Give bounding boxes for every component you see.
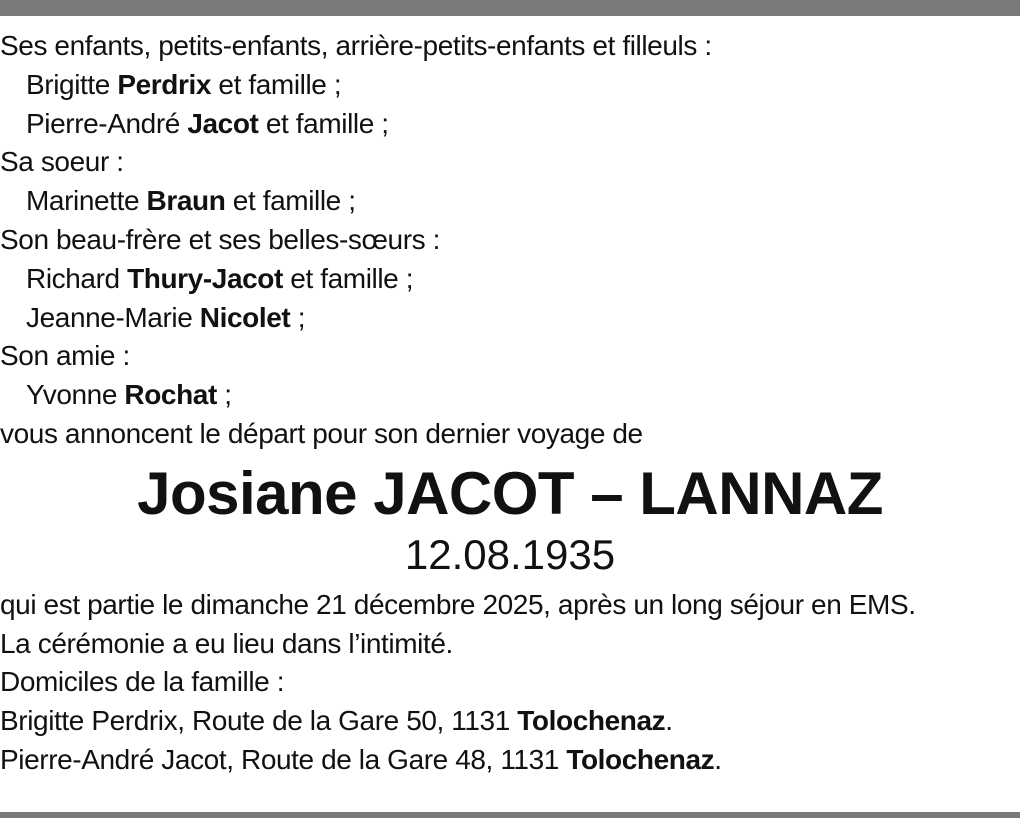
top-rule (0, 0, 1020, 16)
address-text: Brigitte Perdrix, Route de la Gare 50, 1131 (0, 705, 518, 737)
member-suffix: et famille ; (211, 68, 342, 100)
family-member (0, 66, 1020, 105)
family-member (0, 376, 1020, 415)
family-member (0, 182, 1020, 221)
address-line (0, 702, 1020, 741)
address-end: . (665, 705, 673, 737)
in-laws-heading: Son beau-frère et ses belles-sœurs : (0, 223, 441, 255)
member-first-name: Richard (26, 262, 128, 294)
address-town: Tolochenaz (517, 705, 666, 737)
member-suffix: ; (290, 301, 306, 333)
member-last-name: Thury-Jacot (127, 262, 283, 294)
friend-heading: Son amie : (0, 340, 130, 372)
member-first-name: Pierre-André (26, 107, 188, 139)
member-last-name: Nicolet (199, 301, 291, 333)
announcement-text: vous annoncent le départ pour son dernier voyage de (0, 417, 643, 449)
family-member (0, 299, 1020, 338)
member-first-name: Marinette (26, 185, 147, 217)
member-first-name: Yvonne (26, 379, 125, 411)
member-first-name: Brigitte (26, 68, 118, 100)
address-end: . (714, 743, 722, 775)
member-suffix: et famille ; (225, 185, 356, 217)
deceased-block (0, 458, 1020, 580)
member-suffix: et famille ; (258, 107, 389, 139)
obituary-notice (0, 27, 1020, 780)
member-last-name: Jacot (187, 107, 259, 139)
family-heading: Ses enfants, petits-enfants, arrière-petits-enfants et filleuls : (0, 30, 712, 61)
member-suffix: ; (216, 379, 232, 411)
member-first-name: Jeanne-Marie (26, 301, 200, 333)
family-member (0, 260, 1020, 299)
family-member (0, 105, 1020, 144)
passing-text: qui est partie le dimanche 21 décembre 2025, après un long séjour en EMS. (0, 588, 916, 620)
domiciles-heading: Domiciles de la famille : (0, 666, 285, 698)
address-text: Pierre-André Jacot, Route de la Gare 48, 1131 (0, 743, 567, 775)
birth-date: 12.08.1935 (404, 530, 616, 578)
bottom-rule (0, 812, 1020, 818)
member-last-name: Braun (146, 185, 226, 217)
ceremony-text: La cérémonie a eu lieu dans l’intimité. (0, 627, 453, 659)
address-line (0, 741, 1020, 780)
deceased-name: Josiane JACOT – LANNAZ (137, 459, 883, 527)
address-town: Tolochenaz (566, 743, 715, 775)
member-last-name: Rochat (124, 379, 217, 411)
sister-heading: Sa soeur : (0, 146, 124, 178)
member-last-name: Perdrix (117, 68, 212, 100)
member-suffix: et famille ; (282, 262, 414, 294)
